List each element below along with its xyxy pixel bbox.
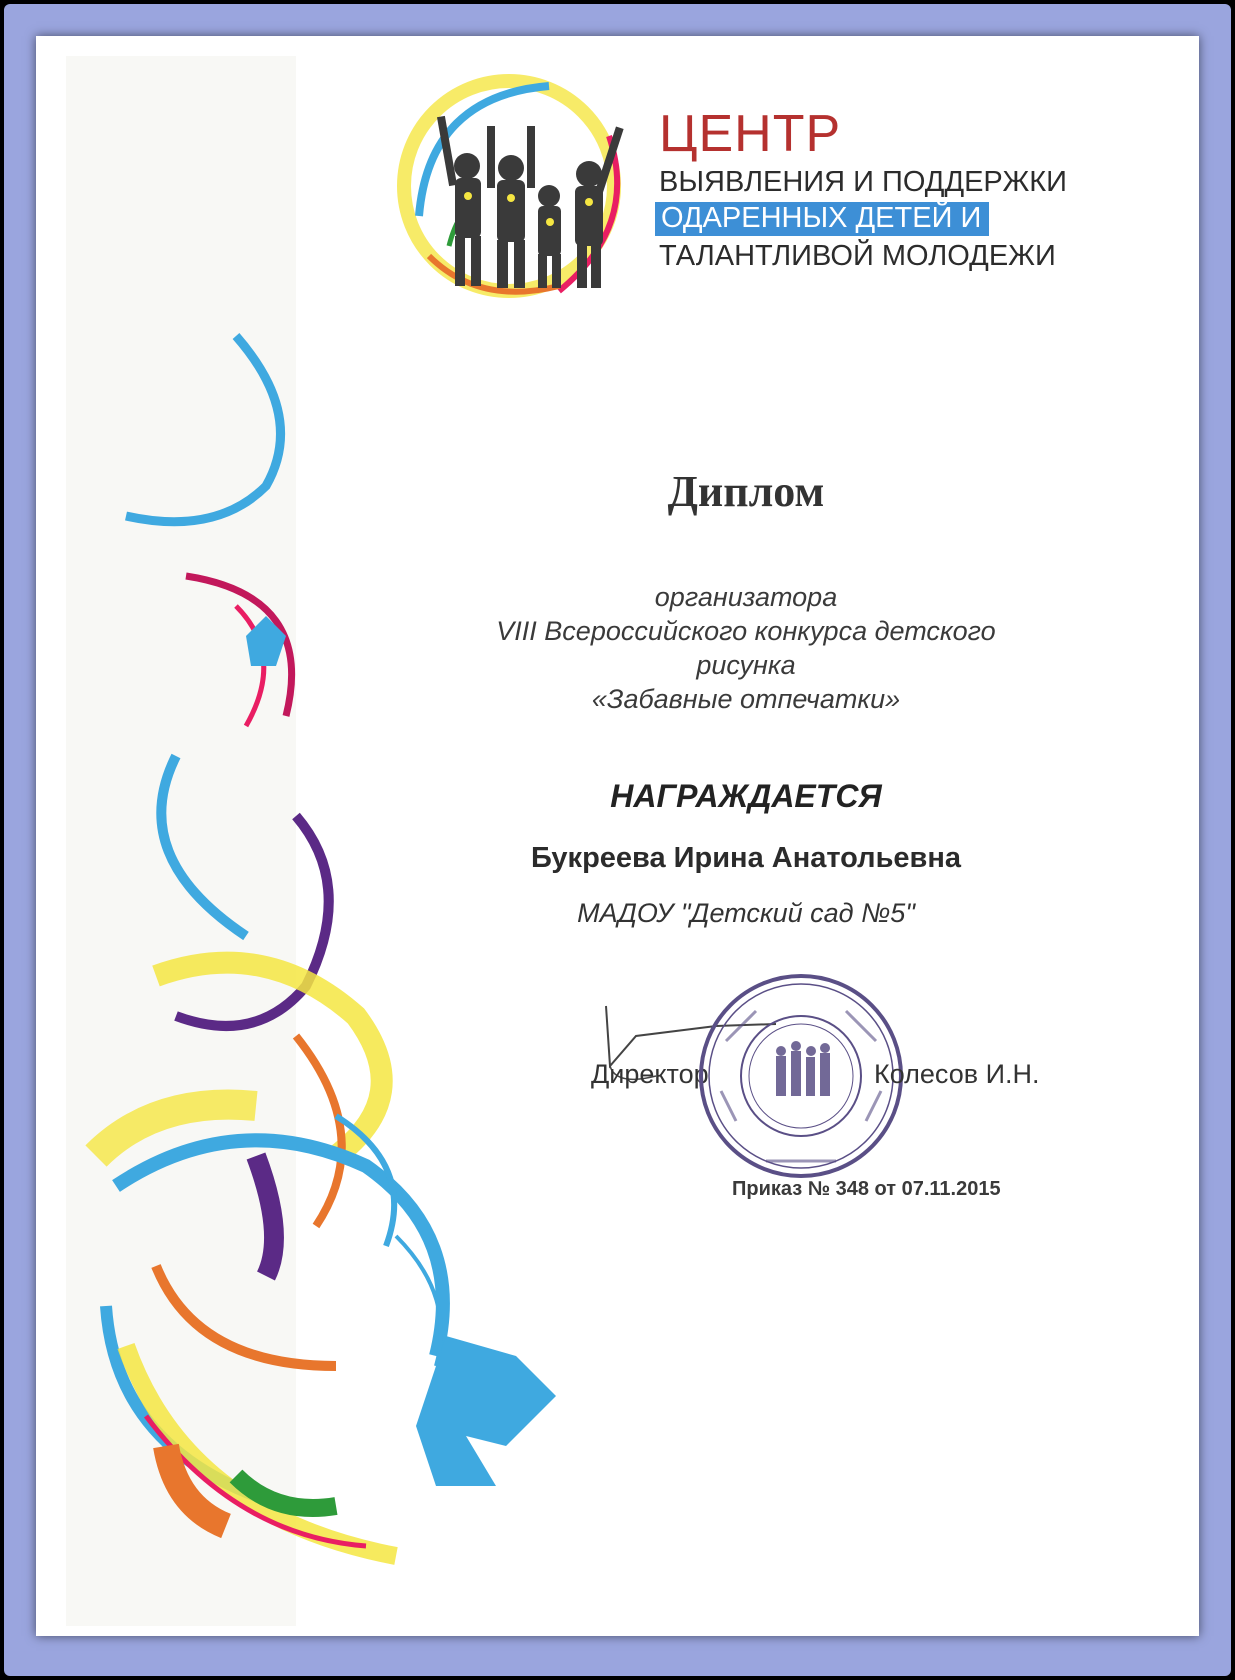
order-number: Приказ № 348 от 07.11.2015 [732,1178,1001,1200]
diploma-sheet [36,36,1199,1636]
children-silhouettes-icon [389,56,649,316]
center-logo [389,56,1149,326]
subtitle-line-1: организатора [654,582,838,612]
director-name: Колесов И.Н. [874,1059,1040,1089]
logo-line-2: ОДАРЕННЫХ ДЕТЕЙ И [655,202,989,236]
subtitle-line-2: VIII Всероссийского конкурса детского [496,616,996,646]
recipient-name: Букреева Ирина Анатольевна [530,842,962,874]
recipient-organization: МАДОУ "Детский сад №5" [577,898,915,928]
diploma-title: Диплом [667,467,825,516]
logo-line-1: ВЫЯВЛЕНИЯ И ПОДДЕРЖКИ [659,166,1067,198]
logo-title: ЦЕНТР [659,105,842,163]
logo-line-3: ТАЛАНТЛИВОЙ МОЛОДЕЖИ [659,240,1056,272]
awarded-heading: НАГРАЖДАЕТСЯ [610,778,882,814]
director-label: Директор [591,1059,709,1089]
subtitle-line-4: «Забавные отпечатки» [591,684,901,714]
subtitle-line-3: рисунка [696,650,796,680]
